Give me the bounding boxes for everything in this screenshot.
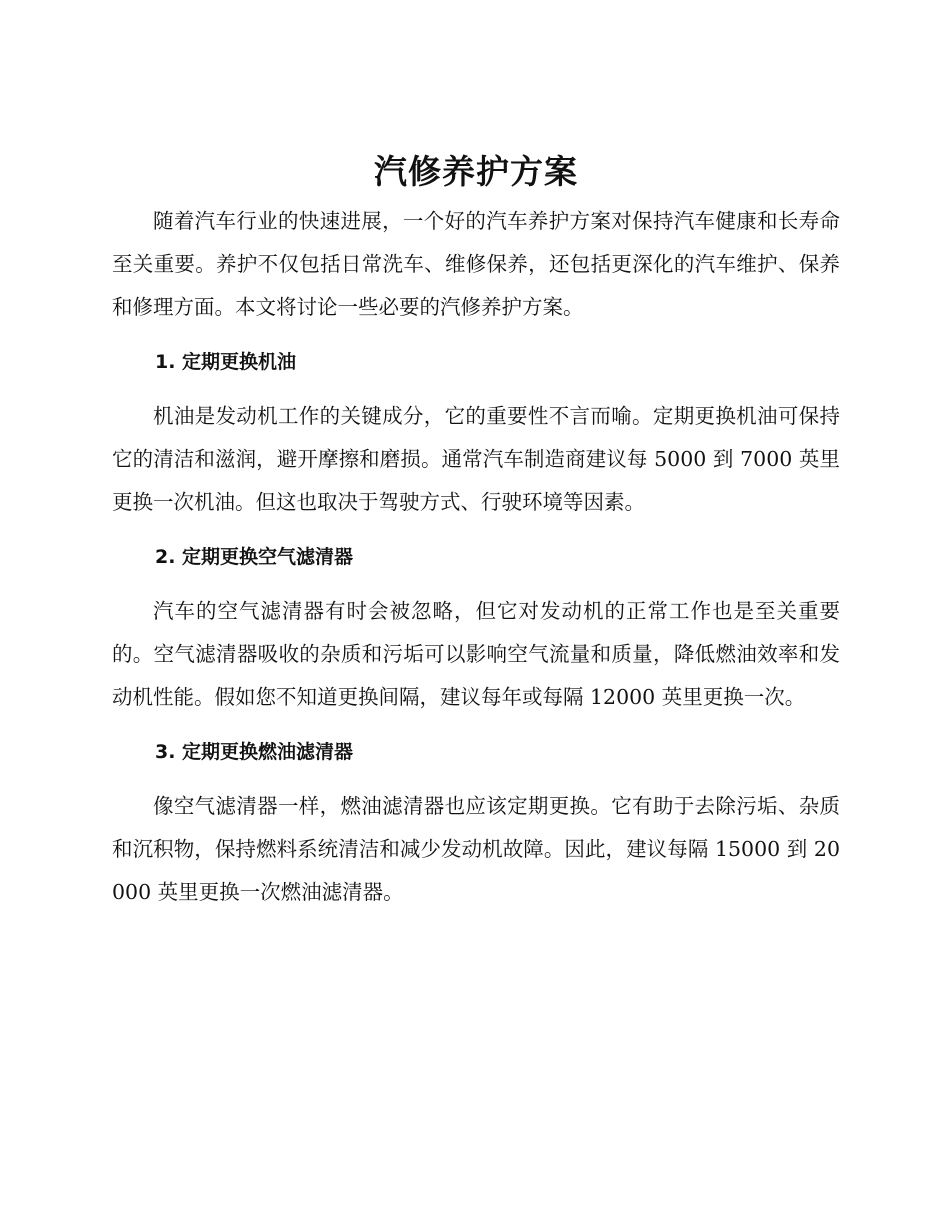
section-heading-air-filter: 2. 定期更换空气滤清器 [155,546,354,568]
section-body-fuel-filter: 像空气滤清器一样，燃油滤清器也应该定期更换。它有助于去除污垢、杂质和沉积物，保持燃料系统清洁和减少发动机故障。因此，建议每隔 15000 到 20000 英里更换一次燃油滤清器。 [112,794,840,904]
section-heading-oil: 1. 定期更换机油 [155,351,297,373]
section-body-oil: 机油是发动机工作的关键成分，它的重要性不言而喻。定期更换机油可保持它的清洁和滋润，避开摩擦和磨损。通常汽车制造商建议每 5000 到 7000 英里更换一次机油。但这也取决于驾驶方式、行驶环境等因素。 [112,404,840,514]
document-page [112,148,840,914]
intro-paragraph: 随着汽车行业的快速进展，一个好的汽车养护方案对保持汽车健康和长寿命至关重要。养护不仅包括日常洗车、维修保养，还包括更深化的汽车维护、保养和修理方面。本文将讨论一些必要的汽修养护方案。 [112,209,840,319]
document-title: 汽修养护方案 [374,152,578,191]
section-heading-fuel-filter: 3. 定期更换燃油滤清器 [155,741,354,763]
section-body-air-filter: 汽车的空气滤清器有时会被忽略，但它对发动机的正常工作也是至关重要的。空气滤清器吸收的杂质和污垢可以影响空气流量和质量，降低燃油效率和发动机性能。假如您不知道更换间隔，建议每年或每隔 12000 英里更换一次。 [112,599,840,709]
